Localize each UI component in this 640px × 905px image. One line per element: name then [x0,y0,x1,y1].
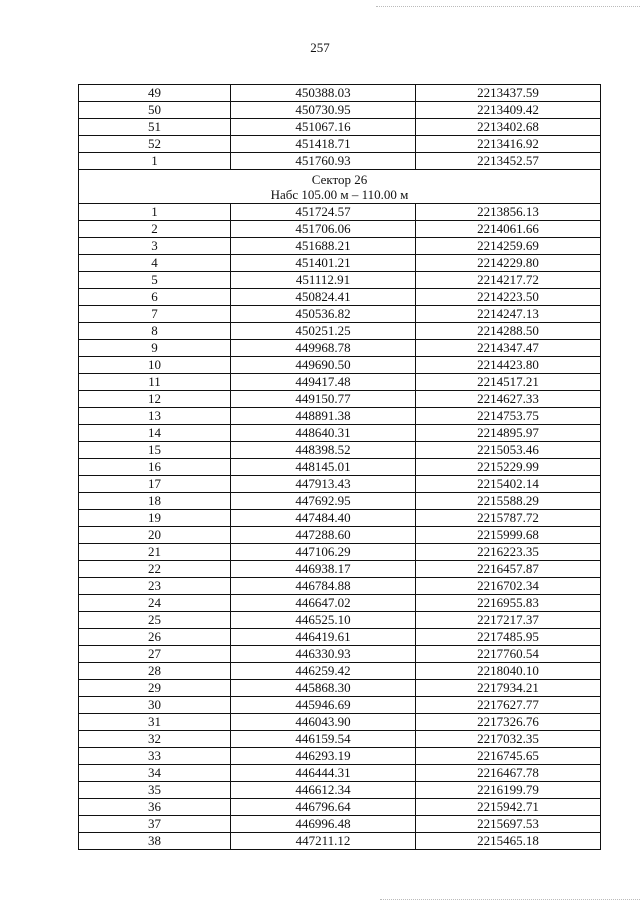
x-coordinate-cell: 446612.34 [231,782,416,799]
table-row [79,561,601,578]
y-coordinate-cell: 2214223.50 [416,289,601,306]
point-number-cell: 36 [79,799,231,816]
y-coordinate-cell: 2216955.83 [416,595,601,612]
page-number: 257 [310,40,330,55]
table-row [79,221,601,238]
table-row [79,493,601,510]
x-coordinate-cell: 446159.54 [231,731,416,748]
table-row [79,272,601,289]
table-row [79,357,601,374]
y-coordinate-cell: 2216702.34 [416,578,601,595]
table-row [79,459,601,476]
sector-row [79,170,601,204]
point-number-cell: 23 [79,578,231,595]
x-coordinate-cell: 446796.64 [231,799,416,816]
x-coordinate-cell: 446784.88 [231,578,416,595]
table-row [79,544,601,561]
sector-header [79,170,601,204]
point-number-cell: 30 [79,697,231,714]
y-coordinate-cell: 2215229.99 [416,459,601,476]
y-coordinate-cell: 2217934.21 [416,680,601,697]
table-row [79,697,601,714]
x-coordinate-cell: 448891.38 [231,408,416,425]
point-number-cell: 22 [79,561,231,578]
point-number-cell: 2 [79,221,231,238]
point-number-cell: 5 [79,272,231,289]
y-coordinate-cell: 2216467.78 [416,765,601,782]
point-number-cell: 28 [79,663,231,680]
y-coordinate-cell: 2215787.72 [416,510,601,527]
table-row [79,204,601,221]
table-row [79,323,601,340]
y-coordinate-cell: 2216199.79 [416,782,601,799]
x-coordinate-cell: 446647.02 [231,595,416,612]
x-coordinate-cell: 447211.12 [231,833,416,850]
point-number-cell: 52 [79,136,231,153]
table-row [79,731,601,748]
table-row [79,765,601,782]
table-row [79,153,601,170]
x-coordinate-cell: 445946.69 [231,697,416,714]
point-number-cell: 10 [79,357,231,374]
y-coordinate-cell: 2214229.80 [416,255,601,272]
x-coordinate-cell: 445868.30 [231,680,416,697]
y-coordinate-cell: 2215999.68 [416,527,601,544]
y-coordinate-cell: 2215588.29 [416,493,601,510]
y-coordinate-cell: 2213856.13 [416,204,601,221]
x-coordinate-cell: 451067.16 [231,119,416,136]
point-number-cell: 19 [79,510,231,527]
point-number-cell: 15 [79,442,231,459]
point-number-cell: 20 [79,527,231,544]
scan-edge-line-top [376,6,640,7]
table-row [79,748,601,765]
table-row [79,646,601,663]
x-coordinate-cell: 448145.01 [231,459,416,476]
table-row [79,289,601,306]
table-row [79,102,601,119]
y-coordinate-cell: 2217326.76 [416,714,601,731]
point-number-cell: 24 [79,595,231,612]
x-coordinate-cell: 449150.77 [231,391,416,408]
x-coordinate-cell: 446043.90 [231,714,416,731]
y-coordinate-cell: 2216457.87 [416,561,601,578]
table-row [79,527,601,544]
y-coordinate-cell: 2214895.97 [416,425,601,442]
table-row [79,408,601,425]
y-coordinate-cell: 2217760.54 [416,646,601,663]
table-row [79,714,601,731]
y-coordinate-cell: 2215402.14 [416,476,601,493]
table-row [79,680,601,697]
x-coordinate-cell: 446525.10 [231,612,416,629]
x-coordinate-cell: 446419.61 [231,629,416,646]
table-row [79,782,601,799]
x-coordinate-cell: 450824.41 [231,289,416,306]
y-coordinate-cell: 2218040.10 [416,663,601,680]
table-row [79,425,601,442]
point-number-cell: 13 [79,408,231,425]
x-coordinate-cell: 450730.95 [231,102,416,119]
point-number-cell: 35 [79,782,231,799]
table-row [79,391,601,408]
y-coordinate-cell: 2213402.68 [416,119,601,136]
point-number-cell: 11 [79,374,231,391]
x-coordinate-cell: 451401.21 [231,255,416,272]
table-row [79,374,601,391]
point-number-cell: 27 [79,646,231,663]
sector-cell [79,170,601,204]
point-number-cell: 50 [79,102,231,119]
y-coordinate-cell: 2213437.59 [416,85,601,102]
point-number-cell: 6 [79,289,231,306]
table-body-before-sector [79,85,601,170]
x-coordinate-cell: 451688.21 [231,238,416,255]
x-coordinate-cell: 449417.48 [231,374,416,391]
point-number-cell: 7 [79,306,231,323]
point-number-cell: 1 [79,204,231,221]
table-row [79,476,601,493]
x-coordinate-cell: 446293.19 [231,748,416,765]
y-coordinate-cell: 2217032.35 [416,731,601,748]
point-number-cell: 4 [79,255,231,272]
point-number-cell: 51 [79,119,231,136]
y-coordinate-cell: 2214217.72 [416,272,601,289]
x-coordinate-cell: 446259.42 [231,663,416,680]
x-coordinate-cell: 451112.91 [231,272,416,289]
y-coordinate-cell: 2216745.65 [416,748,601,765]
x-coordinate-cell: 447692.95 [231,493,416,510]
point-number-cell: 38 [79,833,231,850]
table-row [79,119,601,136]
table-row [79,238,601,255]
x-coordinate-cell: 451706.06 [231,221,416,238]
x-coordinate-cell: 447484.40 [231,510,416,527]
y-coordinate-cell: 2214061.66 [416,221,601,238]
x-coordinate-cell: 449968.78 [231,340,416,357]
y-coordinate-cell: 2217485.95 [416,629,601,646]
table-row [79,833,601,850]
y-coordinate-cell: 2215697.53 [416,816,601,833]
y-coordinate-cell: 2214247.13 [416,306,601,323]
y-coordinate-cell: 2215053.46 [416,442,601,459]
table-row [79,629,601,646]
table-row [79,612,601,629]
table-row [79,595,601,612]
table-row [79,340,601,357]
point-number-cell: 14 [79,425,231,442]
point-number-cell: 33 [79,748,231,765]
y-coordinate-cell: 2214288.50 [416,323,601,340]
table-body-after-sector [79,204,601,850]
y-coordinate-cell: 2217627.77 [416,697,601,714]
point-number-cell: 32 [79,731,231,748]
x-coordinate-cell: 450251.25 [231,323,416,340]
x-coordinate-cell: 447106.29 [231,544,416,561]
y-coordinate-cell: 2217217.37 [416,612,601,629]
point-number-cell: 12 [79,391,231,408]
point-number-cell: 21 [79,544,231,561]
y-coordinate-cell: 2214423.80 [416,357,601,374]
x-coordinate-cell: 448640.31 [231,425,416,442]
x-coordinate-cell: 451724.57 [231,204,416,221]
point-number-cell: 34 [79,765,231,782]
point-number-cell: 9 [79,340,231,357]
y-coordinate-cell: 2214259.69 [416,238,601,255]
point-number-cell: 17 [79,476,231,493]
x-coordinate-cell: 450536.82 [231,306,416,323]
y-coordinate-cell: 2214753.75 [416,408,601,425]
point-number-cell: 26 [79,629,231,646]
y-coordinate-cell: 2215942.71 [416,799,601,816]
table-row [79,306,601,323]
y-coordinate-cell: 2214517.21 [416,374,601,391]
point-number-cell: 16 [79,459,231,476]
table-row [79,255,601,272]
scan-edge-line-bottom [380,899,640,900]
x-coordinate-cell: 447913.43 [231,476,416,493]
y-coordinate-cell: 2215465.18 [416,833,601,850]
point-number-cell: 25 [79,612,231,629]
x-coordinate-cell: 446938.17 [231,561,416,578]
point-number-cell: 18 [79,493,231,510]
point-number-cell: 37 [79,816,231,833]
table-row [79,578,601,595]
x-coordinate-cell: 450388.03 [231,85,416,102]
x-coordinate-cell: 447288.60 [231,527,416,544]
table-row [79,85,601,102]
x-coordinate-cell: 451418.71 [231,136,416,153]
coordinates-table [78,84,601,850]
x-coordinate-cell: 448398.52 [231,442,416,459]
y-coordinate-cell: 2213409.42 [416,102,601,119]
table-row [79,799,601,816]
point-number-cell: 29 [79,680,231,697]
x-coordinate-cell: 446996.48 [231,816,416,833]
point-number-cell: 1 [79,153,231,170]
x-coordinate-cell: 446330.93 [231,646,416,663]
sector-height-range: Набс 105.00 м – 110.00 м [270,186,409,202]
table-row [79,816,601,833]
y-coordinate-cell: 2213416.92 [416,136,601,153]
sector-title: Сектор 26 [311,171,368,187]
table-row [79,136,601,153]
table-row [79,510,601,527]
x-coordinate-cell: 449690.50 [231,357,416,374]
x-coordinate-cell: 451760.93 [231,153,416,170]
y-coordinate-cell: 2216223.35 [416,544,601,561]
y-coordinate-cell: 2213452.57 [416,153,601,170]
point-number-cell: 31 [79,714,231,731]
point-number-cell: 3 [79,238,231,255]
point-number-cell: 49 [79,85,231,102]
y-coordinate-cell: 2214627.33 [416,391,601,408]
x-coordinate-cell: 446444.31 [231,765,416,782]
table-row [79,663,601,680]
y-coordinate-cell: 2214347.47 [416,340,601,357]
point-number-cell: 8 [79,323,231,340]
table-row [79,442,601,459]
